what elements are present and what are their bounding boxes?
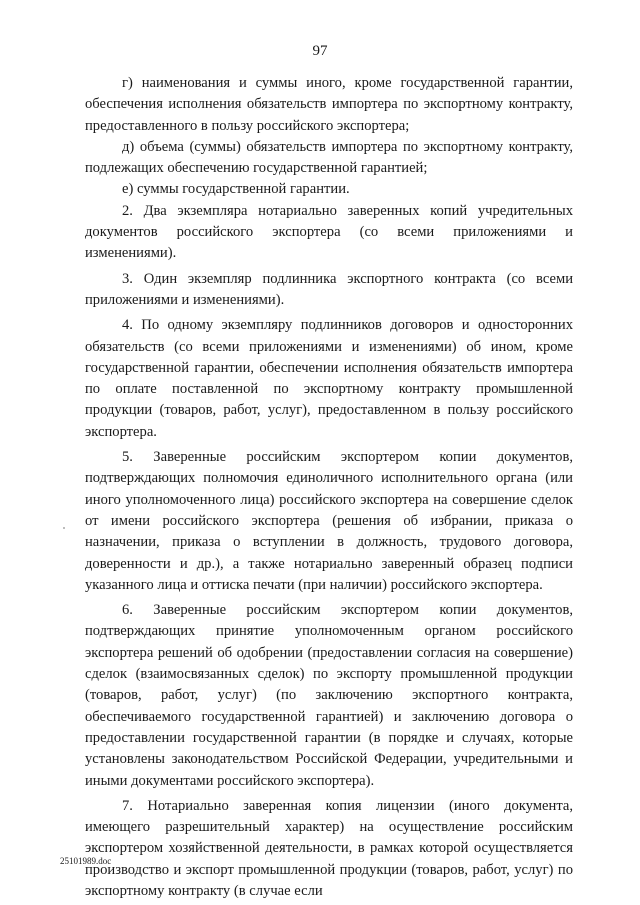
paragraph-g: г) наименования и суммы иного, кроме государственной гарантии, обеспечения исполнения обязательств импортера по экспортному контракту, предоставленного в пользу российского экспортера;: [85, 75, 573, 134]
footer-file-code: 25101989.doc: [60, 856, 112, 866]
paragraph-5: 5. Заверенные российским экспортером копии документов, подтверждающих полномочия единоличного исполнительного органа (или иного уполномоченного лица) российского экспортера на совершение сделок от имени российского экспортера (решения об избрании, приказа о назначении, приказа о вступлении в должность, трудового договора, доверенности и др.), а также нотариально заверенный образец подписи указанного лица и оттиска печати (при наличии) российского экспортера.: [85, 449, 573, 593]
paragraph-3: 3. Один экземпляр подлинника экспортного контракта (со всеми приложениями и изменениями).: [85, 270, 573, 308]
paragraph-7: 7. Нотариально заверенная копия лицензии (иного документа, имеющего разрешительный характер) на осуществление российским экспортером хозяйственной деятельности, в рамках которой осуществляется производство и экспорт промышленной продукции (товаров, работ, услуг) по экспортному контракту (в случае если: [85, 797, 573, 899]
paragraph-4: 4. По одному экземпляру подлинников договоров и односторонних обязательств (со всеми приложениями и изменениями) об ином, кроме государственной гарантии, обеспечении исполнения обязательств импортера по оплате поставленной по экспортному контракту промышленной продукции (товаров, работ, услуг), предоставленном в пользу российского экспортера.: [85, 317, 573, 440]
document-body: [85, 73, 573, 902]
page-number: 97: [312, 43, 328, 59]
scan-speck: [63, 527, 65, 529]
paragraph-6: 6. Заверенные российским экспортером копии документов, подтверждающих принятие уполномоченным органом российского экспортера решений об одобрении (предоставлении согласия на совершение) сделок (взаимосвязанных сделок) по экспорту промышленной продукции (товаров, работ, услуг) (по заключению экспортного контракта, обеспечиваемого государственной гарантией) и заключению договора о предоставлении государственной гарантии (в порядке и случаях, которые установлены законодательством Российской Федерации, учредительными и иными документами российского экспортера).: [85, 602, 573, 789]
paragraph-e: е) суммы государственной гарантии.: [122, 181, 350, 198]
paragraph-d: д) объема (суммы) обязательств импортера по экспортному контракту, подлежащих обеспечению государственной гарантией;: [85, 138, 573, 177]
paragraph-2: 2. Два экземпляра нотариально заверенных копий учредительных документов российского экспортера (со всеми приложениями и изменениями).: [85, 202, 573, 262]
